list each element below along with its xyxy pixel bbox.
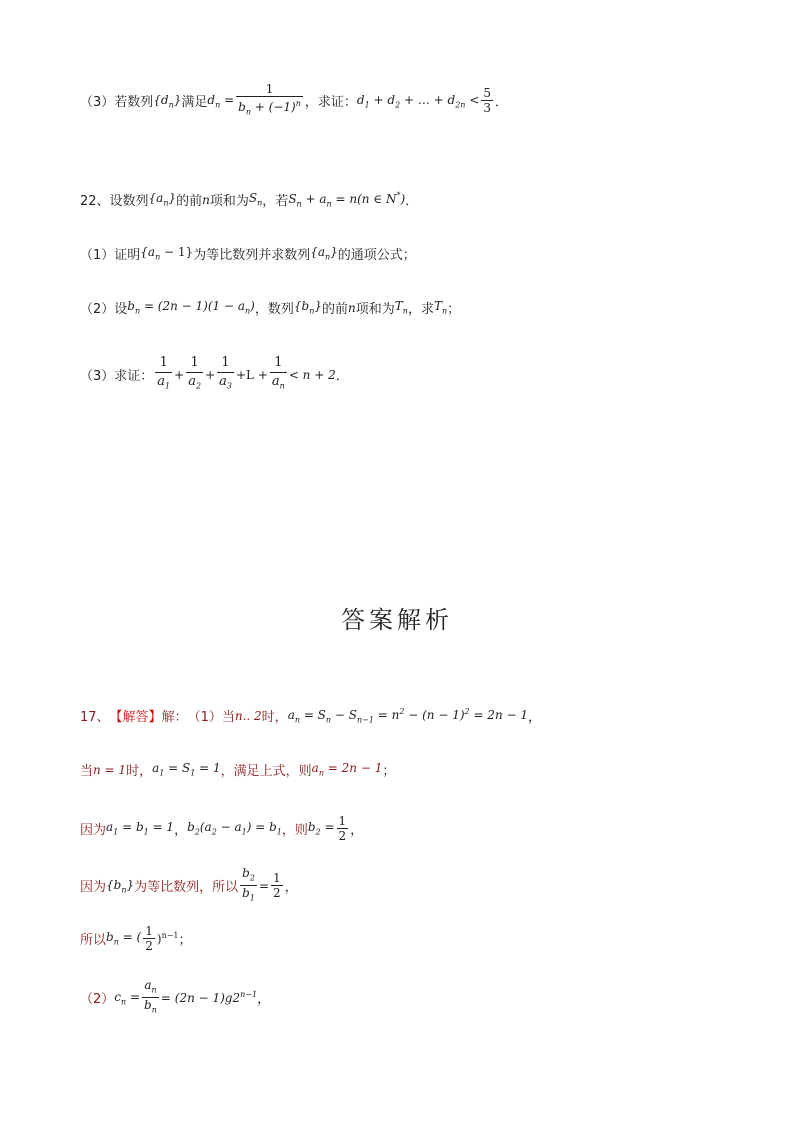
equals: =	[258, 878, 269, 893]
a17-l6-a: （2）	[80, 992, 115, 1008]
math-T: $T_n$	[433, 299, 448, 316]
q22-stem-a: 22、设数列	[80, 194, 149, 209]
a17-line2	[80, 760, 395, 779]
q21-part3-prove: ，求证：	[304, 95, 357, 111]
q22-part1-c: 的通项公式；	[337, 248, 416, 263]
math-fraction: $\frac{1}{2}$	[145, 924, 153, 953]
semicolon: ；	[178, 933, 192, 948]
a17-line6	[80, 978, 270, 1018]
q21-part3-mid: 满足	[181, 95, 208, 111]
math-fraction: $\frac{1}{a_n}$	[270, 354, 287, 396]
math-seq: $\{a_n - 1\}$	[140, 245, 194, 262]
a17-number: 17、	[80, 710, 110, 725]
q22-part2-c: ，数列	[254, 302, 294, 317]
math-fraction: $\frac{1}{a_2}$	[186, 354, 203, 396]
q22-part1-a: （1）证明	[80, 248, 141, 263]
a17-line5	[80, 924, 192, 953]
math-b2-relation: $b_2(a_2 - a_1) = b_1$	[187, 820, 282, 837]
q22-part1	[80, 244, 416, 263]
math-seq: $\{a_n\}$	[310, 245, 338, 262]
comma: ，	[284, 880, 298, 896]
q22-stem-d: ，若	[262, 194, 289, 209]
math-n: n	[348, 300, 356, 315]
math-an-result: $a_n = 2n - 1$	[311, 761, 383, 778]
math-seq: $\{b_n\}$	[106, 877, 135, 895]
math-seq: $\{d_n\}$	[153, 92, 182, 109]
q22-stem	[80, 190, 418, 209]
q22-stem-b: 的前	[176, 194, 203, 209]
plus-sign: +	[205, 367, 216, 382]
comma: ，	[174, 823, 188, 838]
a17-part1: （1）当	[187, 710, 235, 725]
period: ．	[405, 194, 419, 209]
q22-part2	[80, 298, 460, 317]
q22-part2-f: ，求	[407, 302, 434, 317]
math-fraction: $\frac{5}{3}$	[483, 86, 491, 116]
q22-stem-c: 项和为	[209, 194, 249, 209]
math-seq: $\{b_n\}$	[293, 299, 322, 316]
comma: ，	[528, 710, 542, 725]
a17-shi: 时，	[261, 710, 288, 725]
period: ．	[335, 369, 349, 385]
a17-l4-b: 为等比数列，所以	[134, 880, 239, 896]
math-fraction: $\frac{1}{2}$	[273, 871, 281, 901]
math-bn: $b_n$ = (	[106, 930, 142, 947]
math-bn-def: $b_n = (2n - 1)(1 - a_n)$	[127, 299, 255, 316]
a17-l2-b: 时，	[126, 764, 153, 779]
a17-l3-a: 因为	[80, 823, 107, 838]
comma: ，	[257, 992, 271, 1008]
math-a1: $a_1 = S_1 = 1$	[152, 761, 221, 778]
q22-part3-a: （3）求证：	[80, 369, 154, 385]
math-n: n	[202, 192, 210, 207]
math-sum: $d_1 + d_2$ + … + $d_{2n}$ <	[356, 92, 480, 109]
a17-jie: 解：	[161, 710, 188, 725]
a17-l2-a: 当	[80, 764, 94, 779]
a17-l3-c: ，则	[281, 823, 308, 838]
a17-l2-c: ，满足上式，则	[220, 764, 312, 779]
q22-part2-a: （2）设	[80, 302, 128, 317]
math-power: )$^{n-1}$	[156, 931, 179, 946]
plus-sign: +	[174, 367, 185, 382]
period: ．	[494, 95, 508, 111]
math-S: $S_n$	[248, 191, 263, 208]
math-a1b1: $a_1 = b_1 = 1$	[106, 820, 175, 837]
math-cond: n.. 2	[234, 708, 262, 723]
q22-part2-d: 的前	[322, 302, 349, 317]
math-dn-def: $d_n$ =	[207, 92, 235, 109]
math-condition: $S_n + a_n = n(n$ ∈ N*)	[288, 190, 406, 209]
math-T: $T_n$	[394, 299, 408, 316]
q22-part2-g: ；	[447, 302, 461, 317]
a17-line3	[80, 814, 363, 843]
math-cn-result: = $(2n - 1)g2^{n-1}$	[160, 990, 258, 1006]
q21-part3-label: （3）若数列	[80, 95, 154, 111]
math-fraction: $\frac{1}{a_3}$	[217, 354, 234, 396]
math-fraction: $\frac{1}{a_1}$	[155, 354, 172, 396]
comma: ，	[350, 823, 364, 838]
math-fraction: $\frac{1}{b_n + (-1)^n}$	[236, 82, 303, 119]
a17-l5-a: 所以	[80, 933, 107, 948]
a17-tag: 【解答】	[109, 710, 162, 725]
a17-l4-a: 因为	[80, 880, 107, 896]
math-inequality: < n + 2	[288, 367, 336, 382]
math-fraction: $\frac{1}{2}$	[338, 814, 347, 843]
math-fraction: $\frac{a_n}{b_n}$	[142, 978, 159, 1018]
ellipsis-plus: +L +	[235, 367, 268, 382]
q22-part3	[80, 354, 349, 396]
math-cond: n = 1	[93, 762, 127, 777]
q22-part1-b: 为等比数列并求数列	[193, 248, 311, 263]
math-an-formula: $a_n = S_n - S_{n-1} = n^2 - (n - 1)^2 = 2n - 1$	[287, 706, 528, 725]
answer-title: 答案解析	[341, 606, 453, 634]
a17-line1	[80, 706, 541, 725]
semicolon: ；	[382, 764, 396, 779]
q21-part3	[80, 82, 508, 119]
a17-line4	[80, 866, 298, 906]
q22-part2-e: 项和为	[355, 302, 395, 317]
math-cn: $c_n$ =	[114, 989, 141, 1007]
math-b2: $b_2$ =	[307, 820, 335, 837]
math-fraction: $\frac{b_2}{b_1}$	[240, 866, 257, 906]
math-seq: $\{a_n\}$	[148, 191, 177, 208]
